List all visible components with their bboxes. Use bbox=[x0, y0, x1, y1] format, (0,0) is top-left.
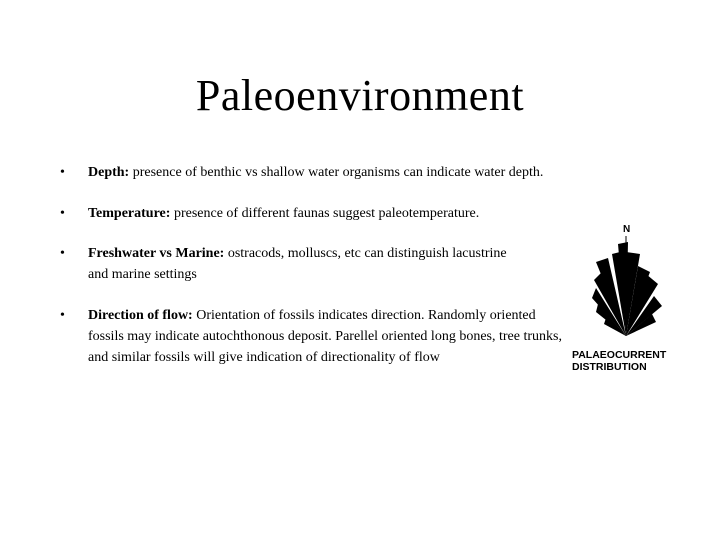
bullet-body: presence of different faunas suggest paleotemperature. bbox=[170, 206, 480, 221]
bullet-text bbox=[88, 305, 566, 368]
rose-diagram-graphic bbox=[566, 218, 690, 378]
bullet-text bbox=[88, 162, 566, 183]
bullet-label: Depth: bbox=[88, 165, 130, 180]
bullet-text bbox=[88, 203, 566, 224]
caption-line-1: PALAEOCURRENT bbox=[572, 349, 667, 361]
bullet-marker: • bbox=[60, 165, 65, 180]
bullet-body: Orientation of fossils indicates direction. Randomly oriented fossils may indicate autochthonous deposit. Parellel oriented long bones, tree trunks, and similar fossils will give indication of directionality of flow bbox=[88, 308, 562, 365]
north-label: N bbox=[623, 224, 631, 235]
bullet-body: ostracods, molluscs, etc can distinguish lacustrine and marine settings bbox=[88, 246, 507, 282]
slide-title: Paleoenvironment bbox=[195, 71, 525, 120]
bullet-marker: • bbox=[60, 246, 65, 261]
caption-line-2: DISTRIBUTION bbox=[572, 361, 647, 373]
palaeocurrent-rose-diagram bbox=[566, 218, 690, 378]
bullet-body: presence of benthic vs shallow water organisms can indicate water depth. bbox=[129, 165, 544, 180]
bullet-marker: • bbox=[60, 308, 65, 323]
bullet-label: Temperature: bbox=[88, 206, 171, 221]
bullet-text bbox=[88, 243, 508, 285]
bullet-label: Freshwater vs Marine: bbox=[88, 246, 225, 261]
bullet-label: Direction of flow: bbox=[88, 308, 193, 323]
bullet-marker: • bbox=[60, 206, 65, 221]
